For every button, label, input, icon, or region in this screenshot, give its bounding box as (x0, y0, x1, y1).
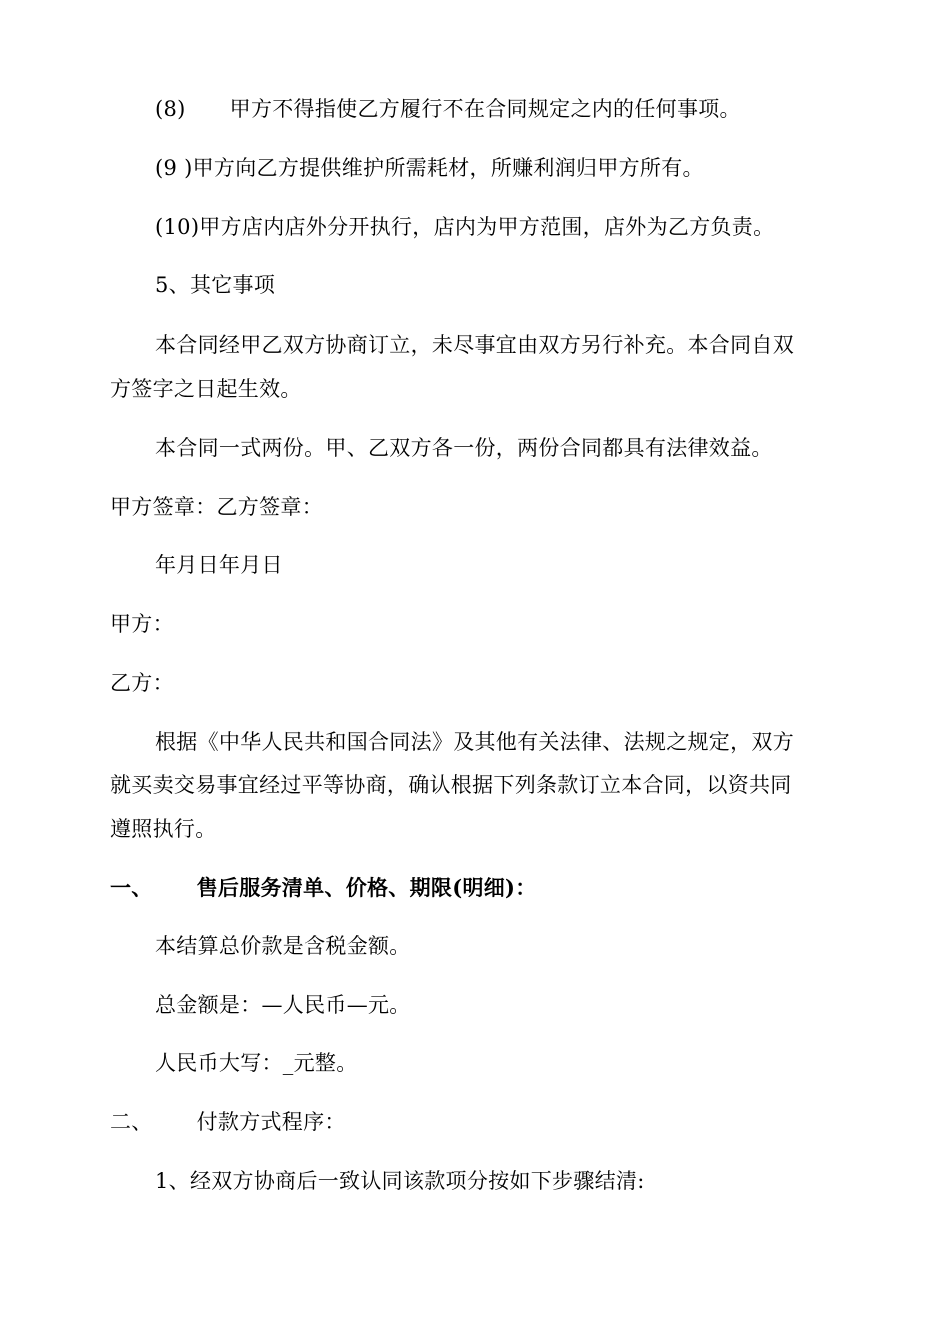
paragraph-line: 1、经双方协商后一致认同该款项分按如下步骤结清: (155, 1169, 645, 1193)
clause-text: 甲方不得指使乙方履行不在合同规定之内的任何事项。 (229, 97, 741, 121)
heading-number: 二、 (110, 1110, 153, 1134)
paragraph-line: 方签字之日起生效。 (110, 377, 302, 401)
heading-text: 售后服务清单、价格、期限(明细)： (196, 875, 537, 900)
paragraph-line: 本结算总价款是含税金额。 (155, 934, 411, 958)
paragraph-line: 人民币大写：_元整。 (155, 1051, 358, 1075)
paragraph-line: 就买卖交易事宜经过平等协商，确认根据下列条款订立本合同，以资共同 (110, 773, 792, 797)
paragraph-line: 遵照执行。 (110, 817, 217, 841)
party-a-label: 甲方： (110, 612, 174, 636)
heading-text: 付款方式程序： (196, 1110, 346, 1134)
signature-line: 甲方签章：乙方签章： (110, 495, 323, 519)
clause-9: (9 )甲方向乙方提供维护所需耗材，所赚利润归甲方所有。 (155, 156, 704, 180)
clause-number: (8) (155, 97, 186, 121)
party-b-label: 乙方： (110, 671, 174, 695)
paragraph-line: 本合同经甲乙双方协商订立，未尽事宜由双方另行补充。本合同自双 (155, 333, 794, 357)
section-heading-1 (110, 876, 537, 900)
section-heading-2 (110, 1110, 346, 1134)
heading-number: 一、 (110, 875, 153, 900)
section-other-matters: 5、其它事项 (155, 273, 276, 297)
paragraph-line: 根据《中华人民共和国合同法》及其他有关法律、法规之规定，双方 (155, 730, 794, 754)
paragraph-line: 本合同一式两份。甲、乙双方各一份，两份合同都具有法律效益。 (155, 436, 773, 460)
clause-10: (10)甲方店内店外分开执行，店内为甲方范围，店外为乙方负责。 (155, 215, 775, 239)
clause-8 (155, 97, 741, 121)
date-line: 年月日年月日 (155, 553, 283, 577)
paragraph-line: 总金额是：—人民币—元。 (155, 993, 411, 1017)
